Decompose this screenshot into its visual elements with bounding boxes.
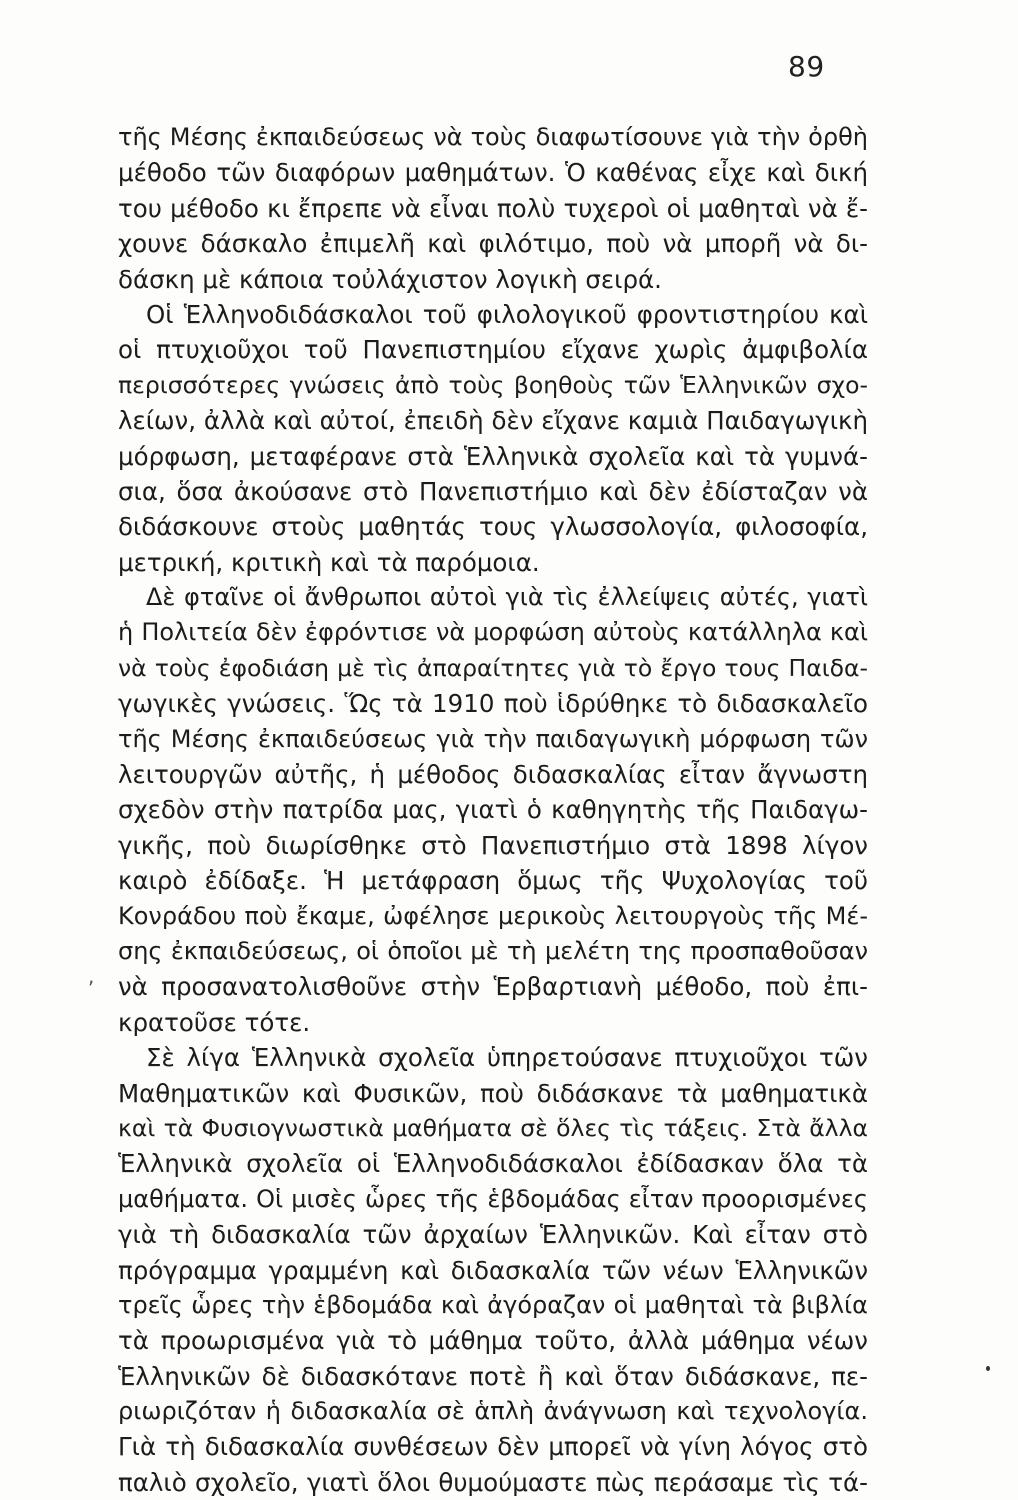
text-line: Μαθηματικῶν καὶ Φυσικῶν, ποὺ διδάσκανε τὰ μαθηματικὰ: [118, 1078, 868, 1108]
text-line: του μέθοδο κι ἔπρεπε νὰ εἶναι πολὺ τυχεροὶ οἱ μαθηταὶ νὰ ἔ-: [118, 193, 868, 223]
text-line: Γιὰ τὴ διδασκαλία συνθέσεων δὲν μπορεῖ νὰ γίνη λόγος στὸ: [118, 1432, 868, 1462]
text-line: περισσότερες γνώσεις ἀπὸ τοὺς βοηθοὺς τῶν Ἑλληνικῶν σχο-: [118, 370, 868, 399]
text-line: τρεῖς ὧρες τὴν ἑβδομάδα καὶ ἀγόραζαν οἱ μαθηταὶ τὰ βιβλία: [118, 1290, 868, 1319]
text-line: μέθοδο τῶν διαφόρων μαθημάτων. Ὁ καθένας εἶχε καὶ δική: [118, 158, 868, 188]
page-number: 89: [788, 50, 825, 83]
text-line: Δὲ φταῖνε οἱ ἄνθρωποι αὐτοὶ γιὰ τὶς ἐλλείψεις αὐτές, γιατὶ: [146, 583, 868, 612]
text-line: καὶ τὰ Φυσιογνωστικὰ μαθήματα σὲ ὅλες τὶς τάξεις. Στὰ ἄλλα: [118, 1113, 868, 1142]
text-line: σης ἐκπαιδεύσεως, οἱ ὁποῖοι μὲ τὴ μελέτη της προσπαθοῦσαν: [118, 936, 868, 965]
text-line: ριωριζόταν ἡ διδασκαλία σὲ ἁπλὴ ἀνάγνωση καὶ τεχνολογία.: [118, 1397, 868, 1426]
text-line: σια, ὅσα ἀκούσανε στὸ Πανεπιστήμιο καὶ δὲν ἐδίσταζαν νὰ: [118, 476, 868, 506]
text-line: καιρὸ ἐδίδαξε. Ἡ μετάφραση ὅμως τῆς Ψυχολογίας τοῦ: [118, 866, 868, 896]
text-line: λειτουργῶν αὐτῆς, ἡ μέθοδος διδασκαλίας εἶταν ἄγνωστη: [118, 760, 868, 790]
text-line: δάσκη μὲ κάποια τοὐλάχιστον λογικὴ σειρά.: [118, 264, 662, 294]
text-line: γωγικὲς γνώσεις. Ὥς τὰ 1910 ποὺ ἱδρύθηκε τὸ διδασκαλεῖο: [118, 689, 868, 719]
text-line: τῆς Μέσης ἐκπαιδεύσεως γιὰ τὴν παιδαγωγικὴ μόρφωση τῶν: [118, 724, 868, 753]
text-line: γικῆς, ποὺ διωρίσθηκε στὸ Πανεπιστήμιο στὰ 1898 λίγον: [118, 830, 868, 860]
text-line: τὰ προωρισμένα γιὰ τὸ μάθημα τοῦτο, ἀλλὰ μάθημα νέων: [118, 1326, 868, 1356]
text-line: διδάσκουνε στοὺς μαθητάς τους γλωσσολογία, φιλοσοφία,: [118, 512, 868, 542]
text-line: χουνε δάσκαλο ἐπιμελῆ καὶ φιλότιμο, ποὺ νὰ μπορῆ νὰ δι-: [118, 229, 868, 259]
text-line: νὰ τοὺς ἐφοδιάση μὲ τὶς ἀπαραίτητες γιὰ τὸ ἔργο τους Παιδα-: [118, 653, 868, 682]
text-line: Σὲ λίγα Ἑλληνικὰ σχολεῖα ὑπηρετούσανε πτυχιοῦχοι τῶν: [146, 1043, 868, 1073]
text-line: γιὰ τὴ διδασκαλία τῶν ἀρχαίων Ἑλληνικῶν. Καὶ εἶταν στὸ: [118, 1220, 868, 1250]
text-line: λείων, ἀλλὰ καὶ αὐτοί, ἐπειδὴ δὲν εἴχανε καμιὰ Παιδαγωγικὴ: [118, 406, 868, 436]
text-line: κρατοῦσε τότε.: [118, 1007, 311, 1037]
text-line: οἱ πτυχιοῦχοι τοῦ Πανεπιστημίου εἴχανε χωρὶς ἀμφιβολία: [118, 335, 868, 365]
text-line: σχεδὸν στὴν πατρίδα μας, γιατὶ ὁ καθηγητὴς τῆς Παιδαγω-: [118, 795, 868, 825]
margin-mark: ,: [88, 964, 95, 988]
text-line: μετρική, κριτικὴ καὶ τὰ παρόμοια.: [118, 547, 540, 577]
text-line: μαθήματα. Οἱ μισὲς ὧρες τῆς ἑβδομάδας εἶταν προορισμένες: [118, 1184, 868, 1213]
text-line: μόρφωση, μεταφέρανε στὰ Ἑλληνικὰ σχολεῖα καὶ τὰ γυμνά-: [118, 441, 868, 471]
text-line: Ἑλληνικῶν δὲ διδασκότανε ποτὲ ἢ καὶ ὅταν διδάσκανε, πε-: [118, 1361, 868, 1391]
text-line: Κονράδου ποὺ ἔκαμε, ὠφέλησε μερικοὺς λειτουργοὺς τῆς Μέ-: [118, 901, 868, 930]
text-line: τῆς Μέσης ἐκπαιδεύσεως νὰ τοὺς διαφωτίσουνε γιὰ τὴν ὀρθὴ: [118, 123, 868, 151]
text-line: ἡ Πολιτεία δὲν ἐφρόντισε νὰ μορφώση αὐτοὺς κατάλληλα καὶ: [118, 618, 868, 647]
text-line: πρόγραμμα γραμμένη καὶ διδασκαλία τῶν νέων Ἑλληνικῶν: [118, 1255, 868, 1285]
text-line: παλιὸ σχολεῖο, γιατὶ ὅλοι θυμούμαστε πὼς περάσαμε τὶς τά-: [118, 1467, 868, 1497]
text-line: Ἑλληνικὰ σχολεῖα οἱ Ἑλληνοδιδάσκαλοι ἐδίδασκαν ὅλα τὰ: [118, 1149, 868, 1179]
scan-speck: [986, 1366, 990, 1371]
text-line: Οἱ Ἑλληνοδιδάσκαλοι τοῦ φιλολογικοῦ φροντιστηρίου καὶ: [146, 299, 868, 329]
body-text: [118, 120, 868, 1500]
text-line: νὰ προσανατολισθοῦνε στὴν Ἑρβαρτιανὴ μέθοδο, ποὺ ἐπι-: [118, 972, 868, 1002]
